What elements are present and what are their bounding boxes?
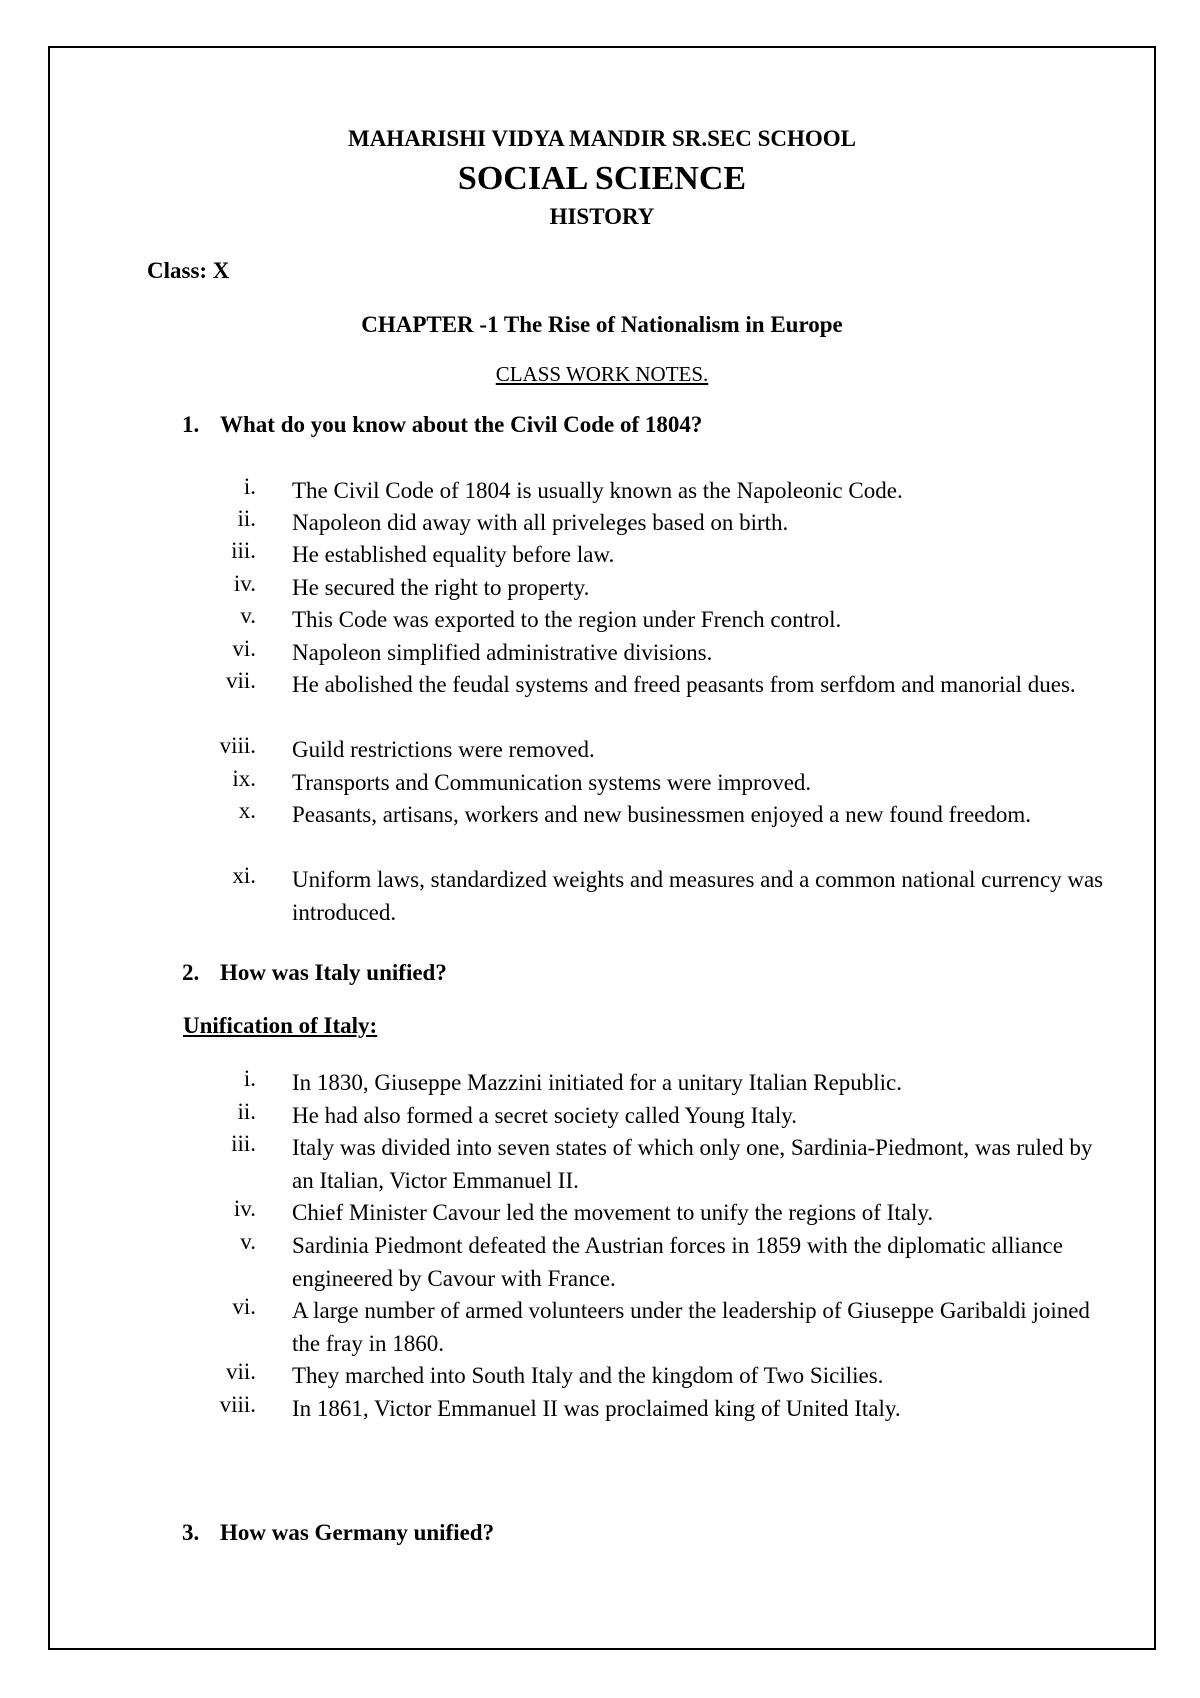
item-text: He had also formed a secret society called Young Italy. <box>292 1103 797 1128</box>
item-number: vi. <box>232 1294 256 1319</box>
item-number: iii. <box>231 538 256 563</box>
item-text: This Code was exported to the region under French control. <box>292 607 842 632</box>
notes-title: CLASS WORK NOTES. <box>495 362 709 386</box>
item-number: xi. <box>232 863 256 888</box>
item-text: Napoleon did away with all priveleges based on birth. <box>292 510 789 535</box>
item-text: He abolished the feudal systems and freed peasants from serfdom and manorial dues. <box>292 672 1076 697</box>
item-number: x. <box>238 798 256 823</box>
item-number: i. <box>243 474 256 499</box>
item-text: In 1830, Giuseppe Mazzini initiated for a unitary Italian Republic. <box>292 1070 902 1095</box>
item-number: v. <box>240 603 256 628</box>
section-heading: Unification of Italy: <box>183 1013 378 1038</box>
school-name: MAHARISHI VIDYA MANDIR SR.SEC SCHOOL <box>347 126 856 151</box>
item-text: Transports and Communication systems were improved. <box>292 770 812 795</box>
item-text: Peasants, artisans, workers and new businessmen enjoyed a new found freedom. <box>292 802 1031 827</box>
chapter-title: CHAPTER -1 The Rise of Nationalism in Europe <box>361 312 843 337</box>
item-number: vi. <box>232 636 256 661</box>
item-number: viii. <box>219 1392 256 1417</box>
item-text: Guild restrictions were removed. <box>292 737 595 762</box>
item-text: In 1861, Victor Emmanuel II was proclaimed king of United Italy. <box>292 1396 901 1421</box>
item-number: ix. <box>232 766 256 791</box>
item-number: vii. <box>225 668 256 693</box>
subsubject-title: HISTORY <box>549 204 655 229</box>
item-text: He secured the right to property. <box>292 575 590 600</box>
question-text: How was Italy unified? <box>220 960 447 985</box>
item-number: ii. <box>237 506 256 531</box>
item-number: v. <box>240 1229 256 1254</box>
item-text: Uniform laws, standardized weights and measures and a common national currency was introduced. <box>292 867 1104 925</box>
item-text: Chief Minister Cavour led the movement to unify the regions of Italy. <box>292 1200 934 1225</box>
item-text: He established equality before law. <box>292 542 615 567</box>
question-number: 3. <box>182 1520 200 1545</box>
question-number: 1. <box>182 412 200 437</box>
question-text: What do you know about the Civil Code of 1804? <box>220 412 703 437</box>
item-number: iv. <box>233 1196 256 1221</box>
item-number: iv. <box>233 571 256 596</box>
item-text: A large number of armed volunteers under the leadership of Giuseppe Garibaldi joined the fray in 1860. <box>292 1298 1090 1356</box>
item-number: ii. <box>237 1099 256 1124</box>
item-number: iii. <box>231 1131 256 1156</box>
item-number: vii. <box>225 1359 256 1384</box>
item-text: The Civil Code of 1804 is usually known as the Napoleonic Code. <box>292 478 903 503</box>
question-text: How was Germany unified? <box>220 1520 495 1545</box>
question-number: 2. <box>182 960 200 985</box>
subject-title: SOCIAL SCIENCE <box>457 160 747 197</box>
item-number: i. <box>243 1066 256 1091</box>
item-text: They marched into South Italy and the kingdom of Two Sicilies. <box>292 1363 884 1388</box>
item-text: Italy was divided into seven states of which only one, Sardinia-Piedmont, was ruled by an Italian, Victor Emmanuel II. <box>292 1135 1093 1193</box>
item-number: viii. <box>219 733 256 758</box>
item-text: Sardinia Piedmont defeated the Austrian forces in 1859 with the diplomatic alliance engineered by Cavour with France. <box>292 1233 1063 1291</box>
class-label: Class: X <box>147 258 230 283</box>
item-text: Napoleon simplified administrative divisions. <box>292 640 713 665</box>
